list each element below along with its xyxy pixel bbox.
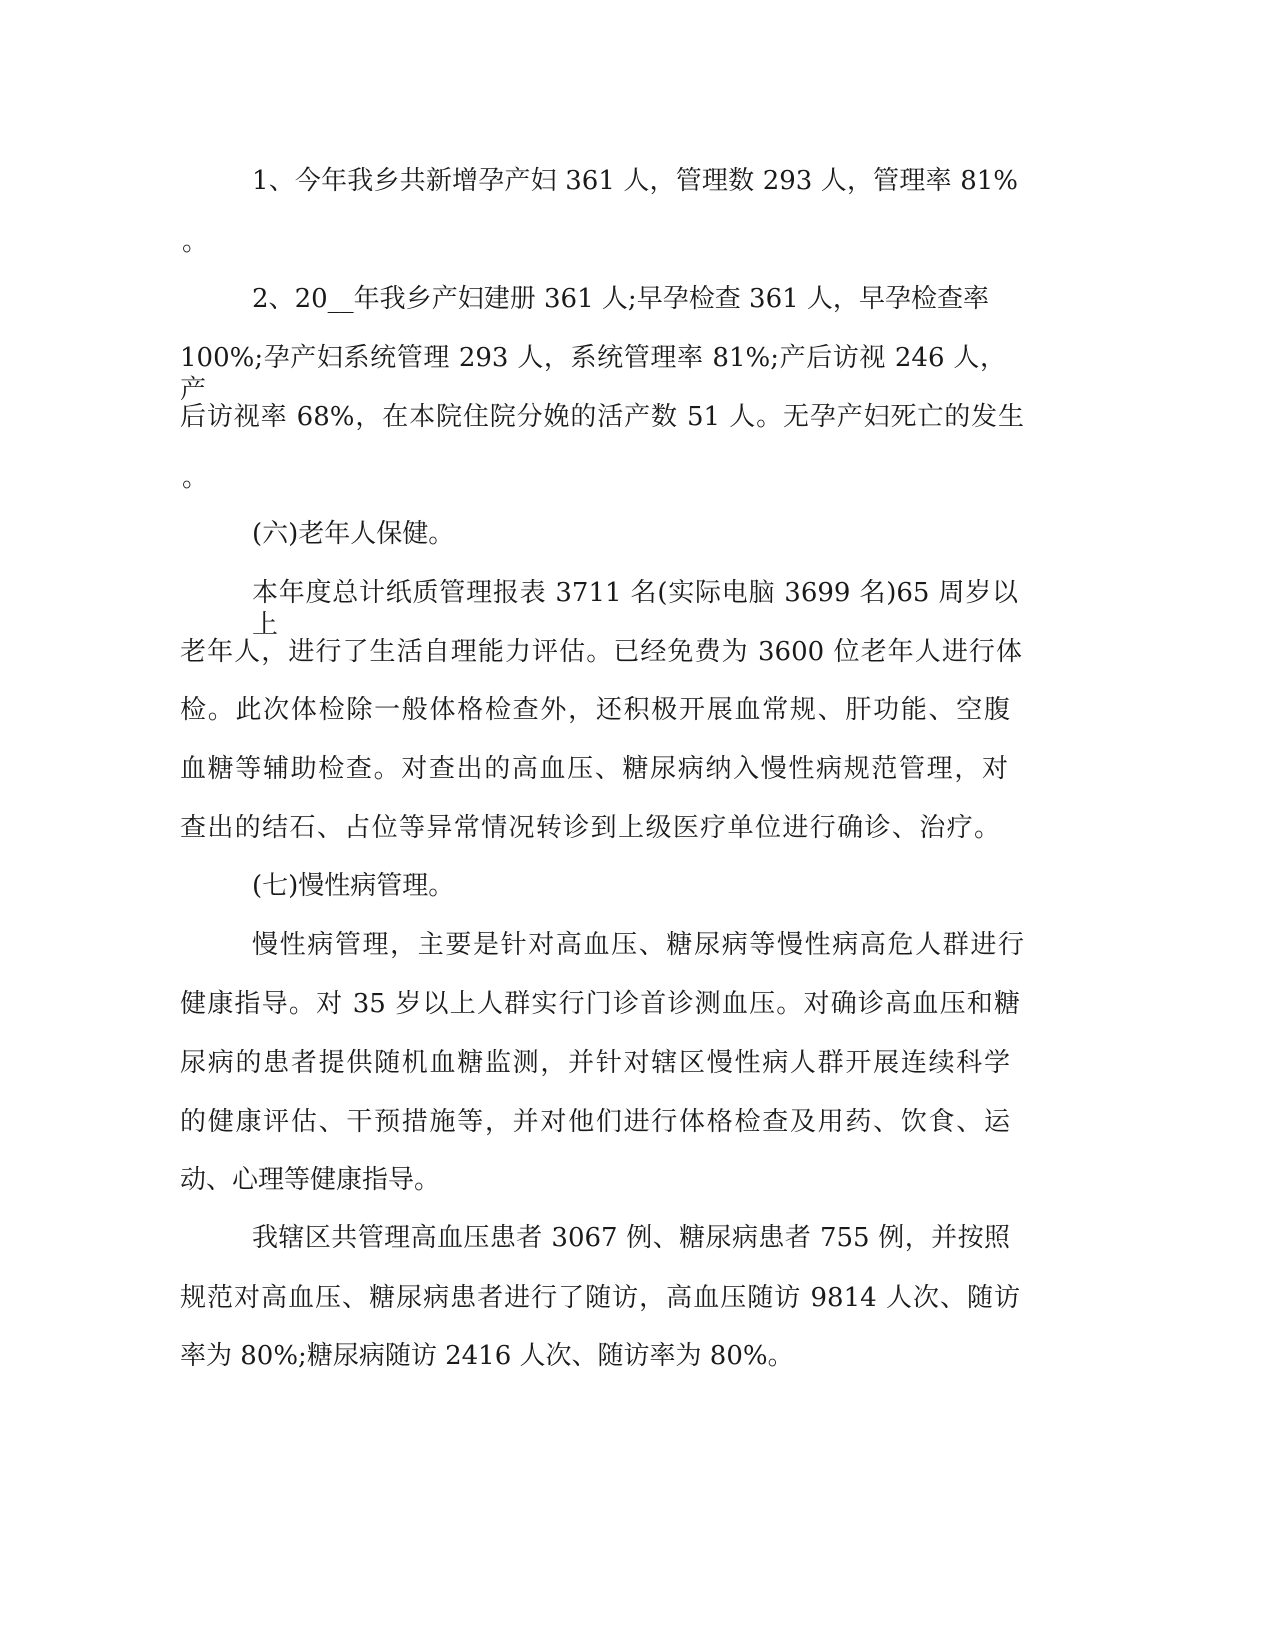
text-line-8: 本年度总计纸质管理报表 3711 名(实际电脑 3699 名)65 周岁以上 xyxy=(252,578,1018,640)
text-line-20: 规范对高血压、糖尿病患者进行了随访，高血压随访 9814 人次、随访 xyxy=(180,1283,1020,1313)
text-line-6: 。 xyxy=(182,463,209,493)
text-line-21: 率为 80%;糖尿病随访 2416 人次、随访率为 80%。 xyxy=(180,1341,794,1371)
text-line-9: 老年人，进行了生活自理能力评估。已经免费为 3600 位老年人进行体 xyxy=(180,637,1022,667)
text-line-2: 。 xyxy=(182,227,209,257)
text-line-4: 100%;孕产妇系统管理 293 人，系统管理率 81%;产后访视 246 人，产 xyxy=(180,343,1006,405)
text-line-14: 慢性病管理，主要是针对高血压、糖尿病等慢性病高危人群进行 xyxy=(252,930,1024,960)
text-line-15: 健康指导。对 35 岁以上人群实行门诊首诊测血压。对确诊高血压和糖 xyxy=(180,989,1020,1019)
text-line-10: 检。此次体检除一般体格检查外，还积极开展血常规、肝功能、空腹 xyxy=(180,695,1010,725)
text-line-16: 尿病的患者提供随机血糖监测，并针对辖区慢性病人群开展连续科学 xyxy=(180,1048,1010,1078)
text-line-17: 的健康评估、干预措施等，并对他们进行体格检查及用药、饮食、运 xyxy=(180,1107,1010,1137)
section-heading-elderly: (六)老年人保健。 xyxy=(252,519,455,549)
text-line-1: 1、今年我乡共新增孕产妇 361 人，管理数 293 人，管理率 81% xyxy=(252,166,1018,196)
text-line-19: 我辖区共管理高血压患者 3067 例、糖尿病患者 755 例，并按照 xyxy=(252,1223,1010,1253)
text-line-3: 2、20__年我乡产妇建册 361 人;早孕检查 361 人，早孕检查率 xyxy=(252,284,989,314)
text-line-5: 后访视率 68%，在本院住院分娩的活产数 51 人。无孕产妇死亡的发生 xyxy=(180,402,1024,432)
text-line-11: 血糖等辅助检查。对查出的高血压、糖尿病纳入慢性病规范管理，对 xyxy=(180,754,1008,784)
text-line-12: 查出的结石、占位等异常情况转诊到上级医疗单位进行确诊、治疗。 xyxy=(180,813,1000,843)
text-line-18: 动、心理等健康指导。 xyxy=(180,1165,441,1195)
section-heading-chronic: (七)慢性病管理。 xyxy=(252,871,455,901)
